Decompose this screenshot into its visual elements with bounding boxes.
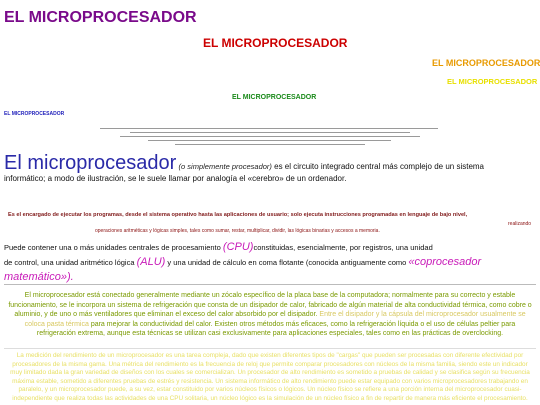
units-text-1: Puede contener una o más unidades centrales de procesamiento <box>4 243 223 252</box>
heading-1: EL MICROPROCESADOR <box>4 9 197 26</box>
intro-title: El microprocesador <box>4 152 177 174</box>
heading-2: EL MICROPROCESADOR <box>203 36 348 50</box>
coprocessor-term-line-2: matemático»). <box>4 271 74 283</box>
connection-text-2: para mejorar la conductividad del calor. Existen otros métodos más eficaces, como la refrigeración líquida o el uso de células peltier para refrigeración extrema, aunque esta técnicas se utilizan casi exclusivamente para aplicaciones especiales, tales como en las prácticas de overclocking. <box>36 320 516 337</box>
intro-paragraph <box>4 153 524 185</box>
coprocessor-term-line-1: «coprocesador <box>408 256 482 268</box>
cpu-term: (CPU) <box>222 241 254 253</box>
intro-text: es el circuito integrado central más complejo de un sistema informático; a modo de ilustración, se le suele llamar por analogía el «cerebro» de un ordenador. <box>4 162 485 183</box>
units-text-3: de control, una unidad aritmético lógica <box>4 258 137 267</box>
section-divider <box>4 284 536 285</box>
heading-3: EL MICROPROCESADOR <box>432 58 540 68</box>
divider-2 <box>130 132 410 133</box>
intro-aside: (o simplemente procesador) <box>178 162 272 171</box>
heading-4: EL MICROPROCESADOR <box>447 77 538 86</box>
connection-paragraph <box>6 291 534 339</box>
divider-1 <box>100 128 438 129</box>
units-paragraph <box>4 240 536 285</box>
connection-faint-text: Entre el disipador y la cápsula del microprocesador usualmente se coloca pasta térmica <box>24 311 526 328</box>
units-text-4: y una unidad de cálculo en coma flotante (conocida antiguamente como <box>165 258 409 267</box>
section-divider-2 <box>4 348 536 349</box>
history-paragraph <box>6 352 534 405</box>
function-small-right: realizando <box>508 221 532 227</box>
history-text: La medición del rendimiento de un microprocesador es una tarea compleja, dado que existen diferentes tipos de "cargas" que pueden ser procesadas con diferente efectividad por procesadores de la misma gama. Una métrica del rendimiento es la frecuencia de reloj que permite comparar procesadores con núcleos de la misma familia, siendo este un indicador muy limitado dada la gran variedad de diseños con los cuales se comercializan. Un procesador de alto rendimiento es sometido a pruebas de calidad y se clasifica según su frecuencia máxima estable, sometido a diferentes pruebas de estrés y resistencia. Un sistema informático de alto rendimiento puede estar equipado con varios microprocesadores trabajando en paralelo, y un microprocesador puede, a su vez, estar constituido por varios núcleos físicos o lógicos. Un núcleo físico se refiere a una porción interna del microprocesador cuasi-independiente que realiza todas las actividades de una CPU solitaria, un núcleo lógico es la simulación de un núcleo físico a fin de repartir de manera más eficiente el procesamiento. <box>10 352 530 402</box>
function-small-line: operaciones aritméticas y lógicas simples, tales como sumar, restar, multiplicar, dividir, las lógicas binarias y accesos a memoria. <box>95 228 380 234</box>
divider-5 <box>175 144 365 145</box>
heading-6: EL MICROPROCESADOR <box>4 111 65 117</box>
divider-4 <box>148 140 391 141</box>
connection-text: El microprocesador está conectado generalmente mediante un zócalo específico de la placa base de la computadora; normalmente para su correcto y estable funcionamiento, se le incorpora un sistema de refrigeración que consta de un disipador de calor, fabricado de algún material de alta conductividad térmica, como cobre o aluminio, y de uno o más ventiladores que eliminan el exceso del calor absorbido por el disipador. <box>8 292 532 318</box>
divider-3 <box>120 136 420 137</box>
alu-term: (ALU) <box>136 256 166 268</box>
heading-5: EL MICROPROCESADOR <box>232 94 317 101</box>
units-text-2: constituidas, esencialmente, por registros, una unidad <box>253 243 433 252</box>
function-bold-text: Es el encargado de ejecutar los programas, desde el sistema operativo hasta las aplicaciones de usuario; solo ejecuta instrucciones programadas en lenguaje de bajo nivel, <box>8 212 468 218</box>
